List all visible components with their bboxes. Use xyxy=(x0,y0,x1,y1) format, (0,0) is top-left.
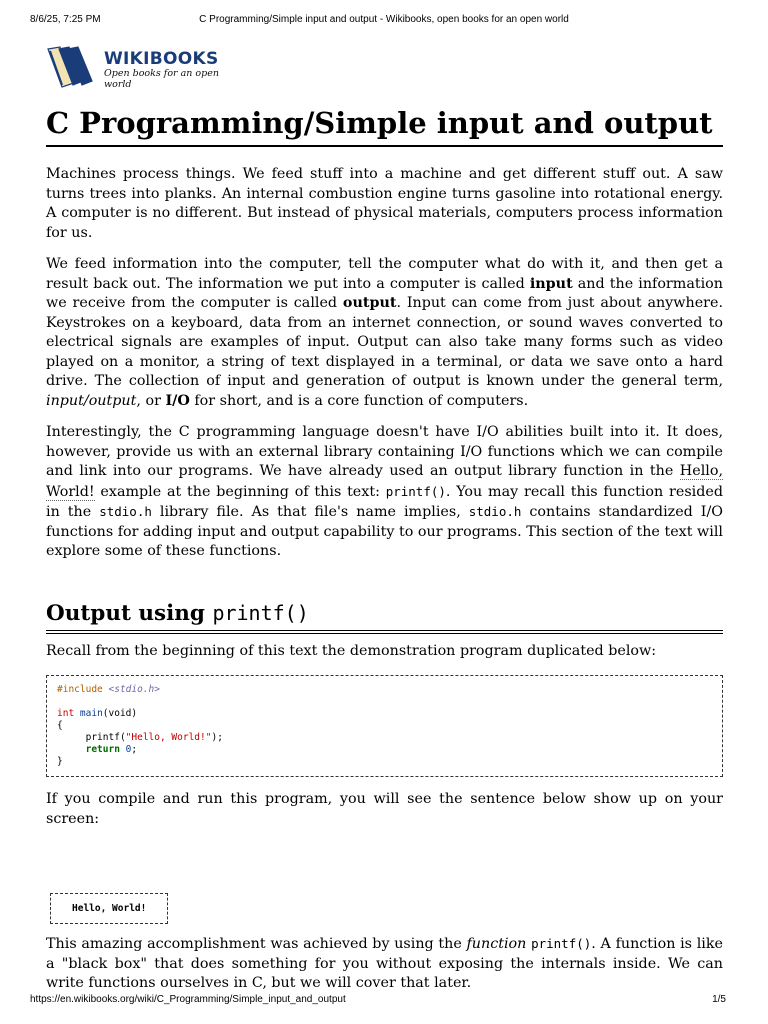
text: and the information we receive from the computer is called xyxy=(46,275,723,311)
code-include-directive: #include xyxy=(57,684,103,695)
term-input: input xyxy=(529,275,573,292)
text: . You may recall this function resided in the xyxy=(46,483,723,520)
output-block: Hello, World! xyxy=(50,893,168,924)
text: Interestingly, the C programming language doesn't have I/O abilities built into it. It does, however, provide us with an external library containing I/O functions which we can compile and link into our programs. We have already used an output library function in the xyxy=(46,424,723,479)
print-url: https://en.wikibooks.org/wiki/C_Programming/Simple_input_and_output xyxy=(30,994,346,1005)
wikibooks-books-icon xyxy=(46,43,100,91)
term-io: I/O xyxy=(165,392,190,409)
paragraph-compile: If you compile and run this program, you will see the sentence below show up on your screen: xyxy=(46,791,723,827)
paragraph-intro: Machines process things. We feed stuff into a machine and get different stuff out. A saw turns trees into planks. An internal combustion engine turns gasoline into rotational energy. A computer is no different. But instead of physical materials, computers process information for us. xyxy=(46,166,723,241)
print-footer xyxy=(30,994,738,1008)
term-output: output xyxy=(342,295,397,311)
paragraph-io xyxy=(46,255,723,411)
code-return: return xyxy=(85,744,120,755)
code-string: "Hello, World!" xyxy=(125,732,212,743)
code-include-file: <stdio.h> xyxy=(108,684,160,695)
code-fn-name: main xyxy=(79,708,103,719)
inline-code-stdio: stdio.h xyxy=(99,504,152,519)
article-content xyxy=(46,105,723,994)
text: . Input can come from just about anywhere. Keystrokes on a keyboard, data from an internet connection, or sound waves converted to electrical signals are examples of input. Output can also take many forms such as video played on a monitor, a string of text displayed in a terminal, or data we save onto a hard drive. The collection of input and generation of output is known under the general term, xyxy=(46,295,723,389)
text: contains standardized I/O functions for adding input and output capability to our programs. This section of the text will explore some of these functions. xyxy=(46,504,723,559)
page-title: C Programming/Simple input and output xyxy=(46,105,723,147)
code-close-brace: } xyxy=(57,756,63,767)
code-return-value: 0 xyxy=(125,744,132,755)
text: example at the beginning of this text: xyxy=(94,483,386,500)
print-page-title: C Programming/Simple input and output - Wikibooks, open books for an open world xyxy=(199,14,569,25)
term-input-output: input/output xyxy=(46,392,137,409)
heading-text: Output using xyxy=(46,600,213,626)
paragraph-recall: Recall from the beginning of this text the demonstration program duplicated below: xyxy=(46,642,657,659)
text: for short, and is a core function of computers. xyxy=(189,392,529,409)
section-heading-output-printf xyxy=(46,599,723,634)
code-call-open: ( xyxy=(119,732,126,743)
code-params: (void) xyxy=(102,708,138,719)
term-function: function xyxy=(466,936,527,952)
text: This amazing accomplishment was achieved by using the xyxy=(46,936,467,952)
text: We feed information into the computer, tell the computer what do with it, and then get a result back out. The information we put into a computer is called xyxy=(46,256,723,292)
print-page-number: 1/5 xyxy=(712,994,726,1005)
wikibooks-logo[interactable] xyxy=(46,43,246,91)
heading-code: printf() xyxy=(212,600,309,625)
code-block[interactable] xyxy=(46,675,723,777)
text: . A function is like a "black box" that does something for you without exposing the internals inside. We can write functions ourselves in C, but we will cover that later. xyxy=(46,936,723,991)
paragraph-library xyxy=(46,423,723,562)
logo-wordmark: WIKIBOOKS xyxy=(104,49,219,69)
code-call: printf xyxy=(85,732,120,743)
hello-world-link[interactable]: Hello, World! xyxy=(46,463,723,500)
inline-code-printf: printf() xyxy=(531,936,592,951)
paragraph-function xyxy=(46,934,723,994)
print-datetime: 8/6/25, 7:25 PM xyxy=(30,14,101,25)
print-header xyxy=(30,14,738,28)
code-open-brace: { xyxy=(57,720,63,731)
code-call-close: ); xyxy=(211,732,223,743)
text: , or xyxy=(136,392,166,409)
inline-code-stdio: stdio.h xyxy=(468,504,522,519)
code-semicolon: ; xyxy=(131,744,138,755)
inline-code-printf: printf() xyxy=(385,483,446,499)
logo-tagline: Open books for an open world xyxy=(104,68,219,90)
text: library file. As that file's name implies, xyxy=(151,504,469,520)
code-type: int xyxy=(57,708,75,719)
